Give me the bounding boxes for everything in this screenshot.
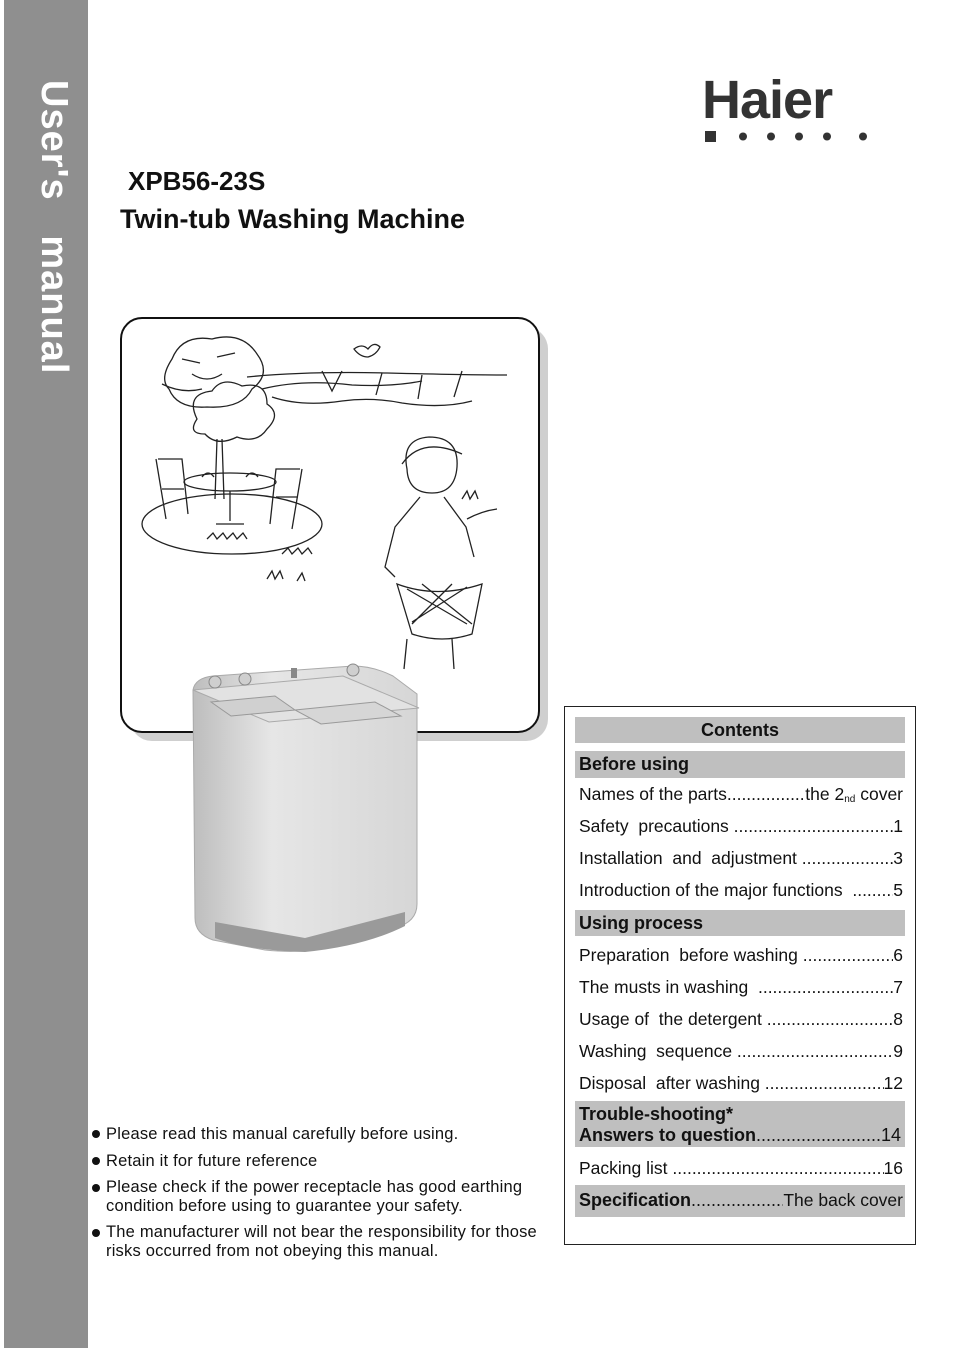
toc-entry[interactable]: Installation and adjustment ..... 3: [579, 848, 903, 869]
toc-entry[interactable]: Safety precautions ..... 1: [579, 816, 903, 837]
contents-panel: [564, 706, 916, 1245]
logo-dots-icon: [705, 130, 875, 144]
product-name: Twin-tub Washing Machine: [120, 204, 465, 234]
note-item: The manufacturer will not bear the responsibility for those risks occurred from not obeying this manual.: [92, 1223, 562, 1261]
washing-machine-image: [185, 660, 425, 960]
answers-heading: Answers to question: [579, 1125, 757, 1145]
sun-icon: [162, 337, 263, 407]
brand-name: Haier: [702, 70, 833, 130]
toc-entry[interactable]: Disposal after washing ..... 12: [579, 1073, 903, 1094]
sidebar-band: [4, 0, 88, 1348]
toc-entry-names-of-parts[interactable]: Names of the parts ..... the $2_{nd}$ cover: [579, 784, 903, 805]
section-before-using: Before using: [575, 751, 905, 778]
bullet-icon: [92, 1184, 100, 1192]
bullet-icon: [92, 1130, 100, 1138]
bullet-icon: [92, 1229, 100, 1237]
contents-title: Contents: [575, 717, 905, 743]
trouble-shooting-heading: Trouble-shooting*: [579, 1104, 733, 1124]
note-item: Please read this manual carefully before using.: [92, 1124, 562, 1144]
note-item: Please check if the power receptacle has good earthing condition before using to guarantee your safety.: [92, 1178, 562, 1216]
section-specification[interactable]: Specification ..... The back cover: [575, 1185, 905, 1217]
section-trouble-shooting[interactable]: Trouble-shooting* Answers to question ..... 14: [575, 1101, 905, 1147]
note-item: Retain it for future reference: [92, 1151, 562, 1171]
toc-entry[interactable]: Usage of the detergent ..... 8: [579, 1009, 903, 1030]
users-manual-title: User's manual: [33, 80, 75, 375]
bullet-icon: [92, 1157, 100, 1165]
toc-entry[interactable]: Washing sequence ..... 9: [579, 1041, 903, 1062]
toc-entry[interactable]: Introduction of the major functions ..... 5: [579, 880, 903, 901]
haier-logo: [702, 70, 882, 148]
toc-entry[interactable]: The musts in washing ..... 7: [579, 977, 903, 998]
section-using-process: Using process: [575, 910, 905, 936]
toc-entry-packing-list[interactable]: Packing list ..... 16: [579, 1158, 903, 1179]
tree-icon: [193, 382, 274, 499]
woman-with-basket-icon: [385, 437, 497, 669]
usage-notes: [92, 1124, 562, 1268]
model-number: XPB56-23S: [128, 166, 266, 196]
toc-entry[interactable]: Preparation before washing ..... 6: [579, 945, 903, 966]
bird-icon: [354, 344, 380, 357]
